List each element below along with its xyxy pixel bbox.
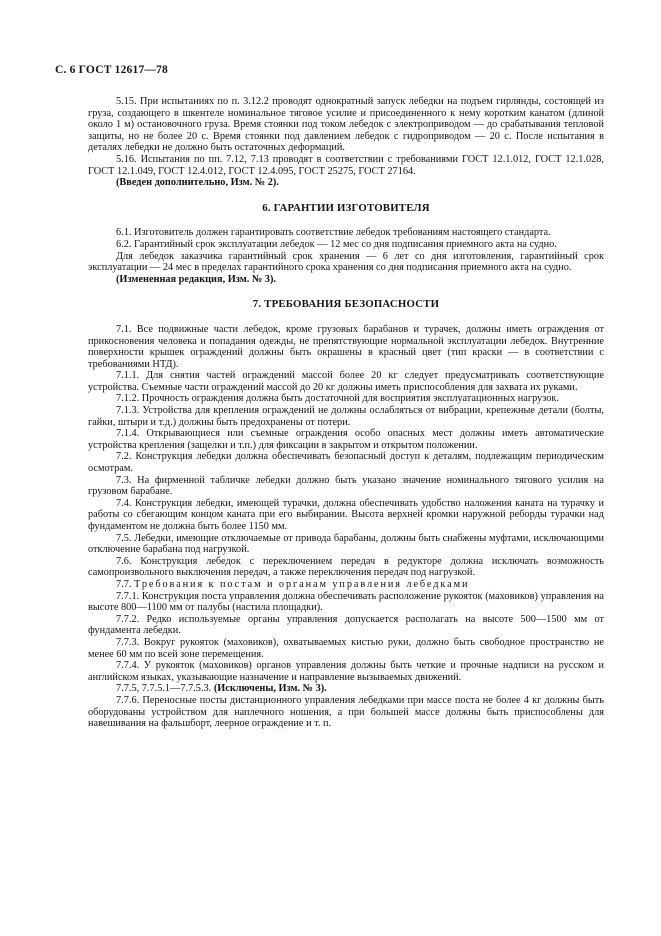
- section-6-title: 6. ГАРАНТИИ ИЗГОТОВИТЕЛЯ: [262, 201, 430, 214]
- paragraph-7-7-title: Требования к постам и органам управления лебедками: [134, 578, 470, 590]
- paragraph-7-1-4: 7.1.4. Открывающиеся или съемные ограждения особо опасных мест должны иметь автоматические устройства крепления (защелки и т.п.) для фиксации в закрытом и открытом положении.: [88, 428, 604, 451]
- paragraph-7-6: 7.6. Конструкция лебедок с переключением передач в редукторе должна исключать возможность самопроизвольного выключения передач, а также переключения передач под нагрузкой.: [88, 555, 604, 579]
- document-body: [88, 96, 604, 730]
- paragraph-7-7-number: 7.7.: [116, 578, 132, 590]
- paragraph-7-7-4: 7.7.4. У рукояток (маховиков) органов управления должны быть четкие и прочные надписи на русском и английском языках, указывающие назначение и направление вызываемых движений.: [88, 660, 604, 683]
- paragraph-7-7-6: 7.7.6. Переносные посты дистанционного управления лебедками при массе поста не более 4 кг должны быть оборудованы устройством для наплечного ношения, а при большей массе должны быть приспособлены для навешивания на фальшборт, леерное ограждение и т. п.: [88, 694, 604, 730]
- paragraph-7-5: 7.5. Лебедки, имеющие отключаемые от привода барабаны, должны быть снабжены муфтами, исключающими отключение барабана под нагрузкой.: [88, 532, 604, 556]
- paragraph-7-1-3: 7.1.3. Устройства для крепления ограждений не должны ослабляться от вибрации, крепежные детали (болты, гайки, штыри и т.д.) должны быть предохранены от потери.: [88, 405, 604, 428]
- paragraph-6-2-storage: Для лебедок заказчика гарантийный срок хранения — 6 лет со дня изготовления, гарантийный срок эксплуатации — 24 мес в пределах гарантийного срока хранения со дня подписания приемного акта на судно.: [88, 250, 604, 274]
- page-header: С. 6 ГОСТ 12617—78: [55, 64, 168, 76]
- paragraph-7-7-1: 7.7.1. Конструкция поста управления должна обеспечивать расположение рукояток (маховиков) управления на высоте 800—1100 мм от палубы (настила площадки).: [88, 590, 604, 614]
- paragraph-7-3: 7.3. На фирменной табличке лебедки должно быть указано значение номинального тягового усилия на грузовом барабане.: [88, 474, 604, 498]
- paragraph-7-7-5: [88, 683, 604, 695]
- paragraph-7-7-3: 7.7.3. Вокруг рукояток (маховиков), охватываемых кистью руки, должно быть свободное пространство не менее 60 мм по всей зоне перемещения.: [88, 636, 604, 660]
- paragraph-7-7: [88, 579, 604, 591]
- paragraph-6-2: 6.2. Гарантийный срок эксплуатации лебедок — 12 мес со дня подписания приемного акта на судно.: [116, 238, 557, 250]
- paragraph-5-16: 5.16. Испытания по пп. 7.12, 7.13 проводят в соответствии с требованиями ГОСТ 12.1.012, ГОСТ 12.1.028, ГОСТ 12.1.049, ГОСТ 12.4.012, ГОСТ 12.4.095, ГОСТ 25275, ГОСТ 27164.: [88, 153, 604, 177]
- paragraph-7-7-2: 7.7.2. Редко используемые органы управления допускается располагать на высоте 500—1500 мм от фундамента лебедки.: [88, 613, 604, 637]
- amendment-note-3: (Измененная редакция, Изм. № 3).: [116, 273, 276, 285]
- section-7-title: 7. ТРЕБОВАНИЯ БЕЗОПАСНОСТИ: [252, 298, 440, 311]
- paragraph-7-1: 7.1. Все подвижные части лебедок, кроме грузовых барабанов и турачек, должны иметь ограждения от прикосновения человека и попадания одежды, не препятствующие нормальной эксплуатации лебедок. Внутренние поверхности крышек ограждений должны быть окрашены в красный цвет (тип краски — в соответствии с требованиями НТД).: [88, 323, 604, 370]
- paragraph-7-1-2: 7.1.2. Прочность ограждения должна быть достаточной для восприятия эксплуатационных нагрузок.: [116, 393, 559, 405]
- paragraph-7-7-5-number: 7.7.5, 7.7.5.1—7.7.5.3.: [116, 683, 212, 695]
- amendment-note-2: (Введен дополнительно, Изм. № 2).: [116, 177, 279, 189]
- paragraph-7-7-5-excluded: (Исключены, Изм. № 3).: [213, 683, 327, 695]
- paragraph-7-2: 7.2. Конструкция лебедки должна обеспечивать безопасный доступ к деталям, подлежащим периодическим осмотрам.: [88, 451, 604, 475]
- paragraph-5-15: 5.15. При испытаниях по п. 3.12.2 проводят однократный запуск лебедки на подъем гирлянды, состоящей из груза, создающего в шкентеле номинальное тяговое усилие и присоединенного к нему коротким канатом (длиной около 1 м) остановочного груза. Время стоянки под током лебедок с электроприводом — до срабатывания тепловой защиты, но не более 20 с. Время стоянки под давлением лебедок с гидроприводом — 20 с. После испытания в деталях лебедки не должно быть остаточных деформаций.: [88, 96, 604, 154]
- paragraph-7-1-1: 7.1.1. Для снятия частей ограждений массой более 20 кг следует предусматривать соответствующие устройства. Съемные части ограждений массой до 20 кг должны иметь приспособления для захвата их руками.: [88, 370, 604, 393]
- paragraph-6-1: 6.1. Изготовитель должен гарантировать соответствие лебедок требованиям настоящего стандарта.: [116, 227, 551, 239]
- paragraph-7-4: 7.4. Конструкция лебедки, имеющей турачки, должна обеспечивать удобство наложения каната на турачку и работы со сбегающим концом каната при его выбирании. Высота верхней кромки наружной реборды турачки над фундаментом не должна быть более 1150 мм.: [88, 497, 604, 532]
